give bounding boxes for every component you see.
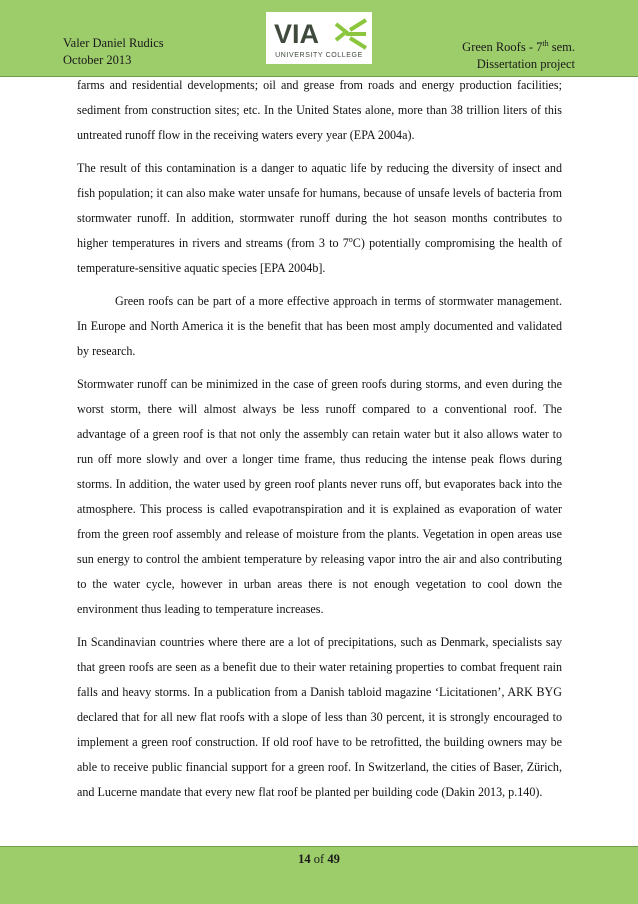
page-number — [0, 852, 638, 867]
header-left — [63, 35, 164, 69]
header-date: October 2013 — [63, 53, 132, 67]
author-name: Valer Daniel Rudics — [63, 36, 164, 50]
paragraph-2 — [77, 156, 562, 281]
degree-sup: o — [348, 234, 353, 244]
paragraph-5: In Scandinavian countries where there are a lot of precipitations, such as Denmark, specialists say that green roofs are seen as a benefit due to their water retaining properties to combat frequent rain falls and heavy storms. In a publication from a Danish tabloid magazine ‘Licitationen’, ARK BYG declared that for all new flat roofs with a slope of less than 30 percent, it is strongly encouraged to implement a green roof construction. If old roof have to be retrofitted, the building owners may be able to receive public financial support for a green roof. In Switzerland, the cities of Baser, Zürich, and Lucerne mandate that every new flat roof be planted per building code (Dakin 2013, p.140). — [77, 635, 562, 799]
title-post: sem. — [548, 40, 575, 55]
paragraph-3: Green roofs can be part of a more effective approach in terms of stormwater management. In Europe and North America it is the benefit that has been most amply documented and validated by research. — [77, 294, 562, 358]
title-sup: th — [542, 39, 549, 48]
of-label: of — [313, 852, 325, 866]
via-leaf-logo-icon — [266, 12, 372, 64]
p2-text-a: The result of this contamination is a danger to aquatic life by reducing the diversity of insect and fish population; it can also make water unsafe for humans, because of unsafe levels of bacteria from stormwater runoff. In addition, stormwater runoff during the hot season months contributes to higher temperatures in rivers and streams (from 3 to 7 — [77, 161, 562, 250]
page-header — [0, 0, 638, 77]
paragraph-1: farms and residential developments; oil and grease from roads and energy production facilities; sediment from construction sites; etc. In the United States alone, more than 38 trillion liters of this untreated runoff flow in the receiving waters every year (EPA 2004a). — [77, 78, 562, 142]
current-page: 14 — [298, 852, 311, 866]
logo-subtitle: UNIVERSITY COLLEGE — [275, 52, 363, 59]
document-title — [462, 35, 575, 56]
paragraph-4: Stormwater runoff can be minimized in the case of green roofs during storms, and even during the worst storm, there will almost always be less runoff compared to a conventional roof. The advantage of a green roof is that not only the assembly can retain water but it also allows water to run off more slowly and over a longer time frame, thus reducing the intense peak flows during storms. In addition, the water used by green roof plants never runs off, but evaporates back into the atmosphere. This process is called evapotranspiration and it is explained as evaporation of water from the green roof assembly and release of moisture from the plants. Vegetation in open areas use sun energy to control the ambient temperature by releasing vapor intro the air and also contributing to the water cycle, however in urban areas there is not enough vegetation to cool down the environment thus leading to temperature increases. — [77, 377, 562, 616]
page-footer — [0, 846, 638, 904]
title-main: Green Roofs - 7 — [462, 40, 543, 55]
body-text — [77, 73, 562, 813]
logo-text: VIA — [274, 19, 320, 49]
document-type: Dissertation project — [476, 57, 575, 72]
total-pages: 49 — [327, 852, 340, 866]
via-university-logo — [266, 12, 372, 64]
p2-text-b: C) potentially compromising the health of temperature-sensitive aquatic species [EPA 2004b]. — [77, 236, 562, 275]
header-right — [462, 35, 575, 73]
